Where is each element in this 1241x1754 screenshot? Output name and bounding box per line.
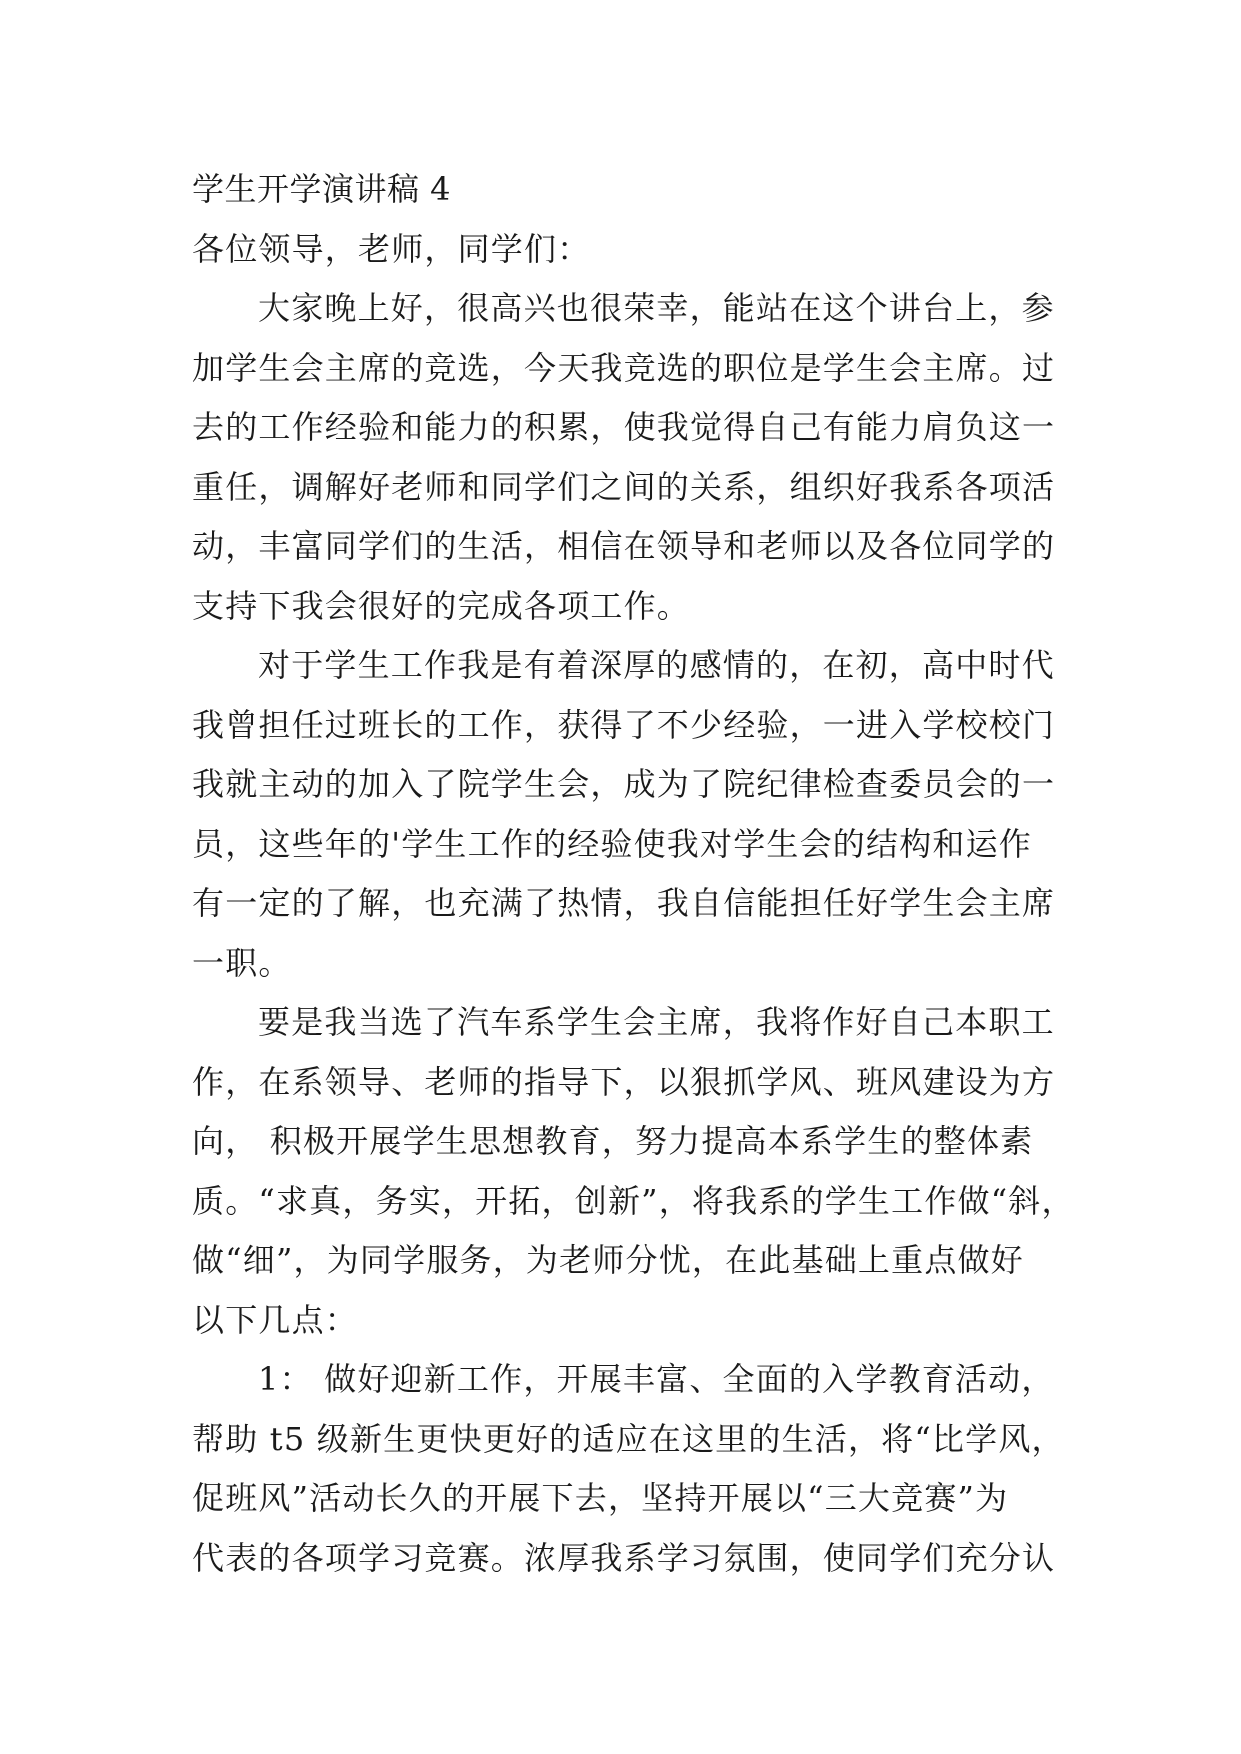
- body-line: 作，在系领导、老师的指导下，以狠抓学风、班风建设为方: [192, 1062, 1056, 1101]
- body-line: 动，丰富同学们的生活，相信在领导和老师以及各位同学的: [192, 527, 1056, 565]
- body-line: 支持下我会很好的完成各项工作。: [192, 586, 691, 625]
- body-line: 促班风”活动长久的开展下去，坚持开展以“三大竞赛”为: [192, 1479, 1009, 1517]
- body-line: 员，这些年的'学生工作的经验使我对学生会的结构和运作: [192, 824, 1032, 863]
- body-line: 要是我当选了汽车系学生会主席，我将作好自己本职工: [258, 1003, 1055, 1041]
- body-line: 质。“求真，务实，开拓，创新”，将我系的学生工作做“斜，: [192, 1181, 1075, 1220]
- body-line: 我曾担任过班长的工作，获得了不少经验，一进入学校校门: [192, 705, 1056, 744]
- body-line: 代表的各项学习竞赛。浓厚我系学习氛围，使同学们充分认: [192, 1538, 1056, 1577]
- body-line: 做“细”，为同学服务，为老师分忧，在此基础上重点做好: [192, 1241, 1024, 1279]
- body-line: 我就主动的加入了院学生会，成为了院纪律检查委员会的一: [192, 765, 1056, 803]
- body-line: 向， 积极开展学生思想教育，努力提高本系学生的整体素: [192, 1122, 1034, 1160]
- document-title: 学生开学演讲稿 4: [192, 170, 452, 208]
- greeting-line: 各位领导，老师，同学们：: [192, 229, 591, 268]
- body-lines: [192, 279, 1075, 1588]
- body-line: 加学生会主席的竞选，今天我竞选的职位是学生会主席。过: [192, 348, 1056, 387]
- body-line: 以下几点：: [192, 1300, 359, 1339]
- body-line: 有一定的了解，也充满了热情，我自信能担任好学生会主席: [192, 884, 1056, 922]
- body-line: 一职。: [192, 943, 292, 982]
- body-line: 重任，调解好老师和同学们之间的关系，组织好我系各项活: [192, 467, 1056, 506]
- document-body: [192, 160, 1075, 1588]
- body-line: 1： 做好迎新工作，开展丰富、全面的入学教育活动，: [258, 1360, 1055, 1398]
- body-line: 去的工作经验和能力的积累，使我觉得自己有能力肩负这一: [192, 408, 1056, 446]
- body-line: 帮助 t5 级新生更快更好的适应在这里的生活，将“比学风，: [192, 1419, 1065, 1458]
- body-line: 对于学生工作我是有着深厚的感情的，在初，高中时代: [258, 646, 1055, 684]
- body-line: 大家晚上好，很高兴也很荣幸，能站在这个讲台上，参: [258, 289, 1055, 327]
